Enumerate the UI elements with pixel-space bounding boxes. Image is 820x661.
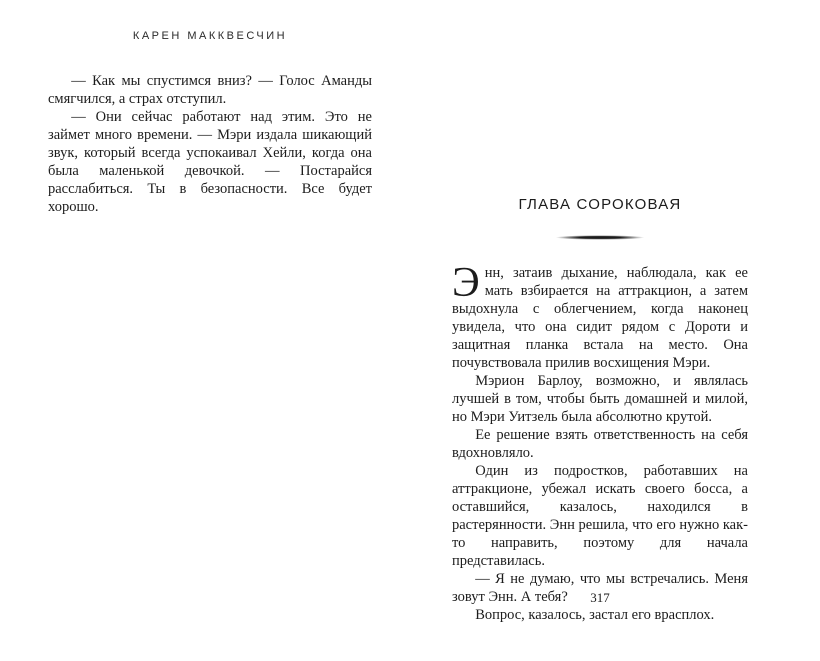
paragraph-text: нн, затаив дыхание, наблюдала, как ее мать взбирается на аттракцион, а затем выдохнула с облегчением, когда наконец увидела, что она сидит рядом с Дороти и защитная планка встала на место. Она почувствовала прилив восхищения Мэри.: [452, 265, 748, 371]
chapter-divider: [541, 235, 659, 240]
right-page: [452, 196, 748, 624]
right-page-text: [452, 260, 748, 624]
chapter-title: ГЛАВА СОРОКОВАЯ: [518, 196, 682, 213]
paragraph: Один из подростков, работавших на аттракционе, убежал искать своего босса, а оставшийся, казалось, находился в растерянности. Энн решила, что его нужно как-то направить, поэтому для начала представилась.: [452, 463, 748, 569]
paragraph: — Я не думаю, что мы встречались. Меня зовут Энн. А тебя?: [452, 571, 748, 605]
paragraph: [452, 260, 748, 372]
paragraph: Мэрион Барлоу, возможно, и являлась лучшей в том, чтобы быть домашней и милой, но Мэри Уитзель была абсолютно крутой.: [452, 373, 748, 425]
page-number: 317: [590, 590, 610, 605]
drop-cap: Э: [452, 260, 480, 306]
paragraph: — Они сейчас работают над этим. Это не займет много времени. — Мэри издала шикающий звук, который всегда успокаивал Хейли, когда она была маленькой девочкой. — Постарайся расслабиться. Ты в безопасности. Все будет хорошо.: [48, 109, 372, 215]
left-page-text: [48, 72, 372, 216]
running-header: КАРЕН МАККВЕСЧИН: [132, 30, 288, 42]
paragraph: Вопрос, казалось, застал его врасплох.: [475, 607, 715, 623]
paragraph: Ее решение взять ответственность на себя вдохновляло.: [452, 427, 748, 461]
left-page: [48, 30, 372, 216]
paragraph: — Как мы спустимся вниз? — Голос Аманды смягчился, а страх отступил.: [48, 73, 372, 107]
